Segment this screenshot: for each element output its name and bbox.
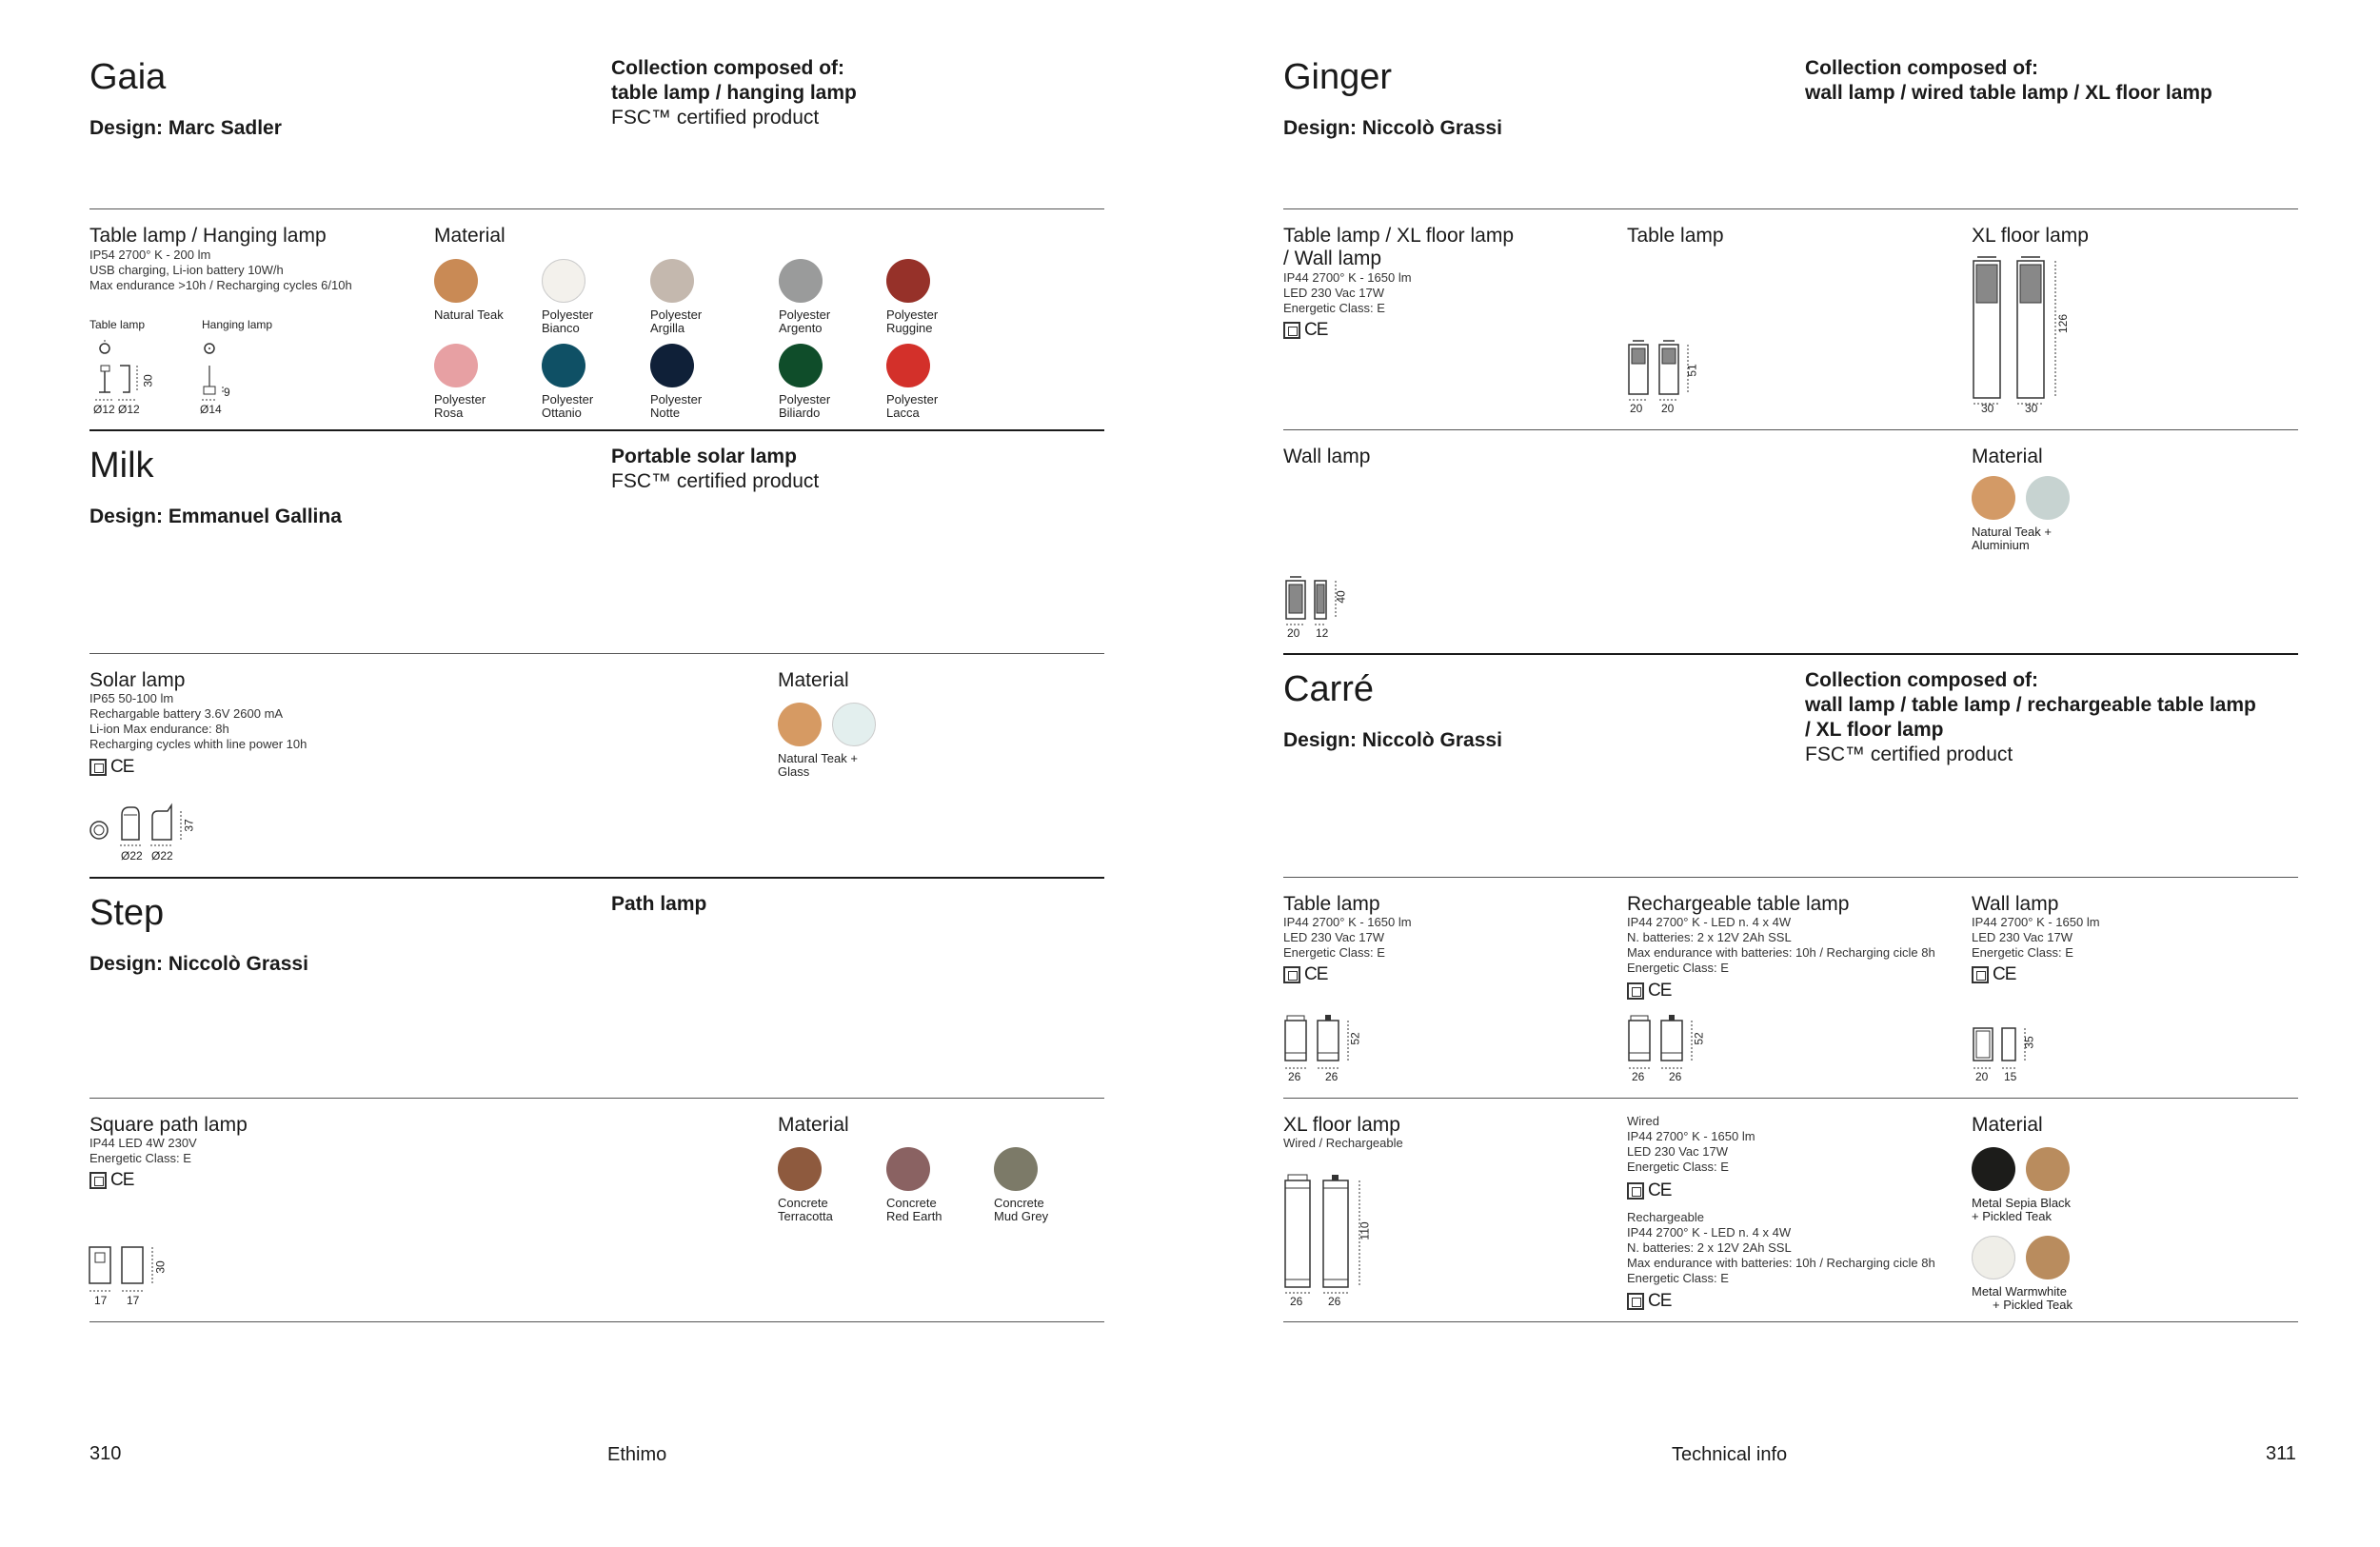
carre-coll-items: wall lamp / table lamp / rechargeable table lamp [1805,694,2256,716]
dim-label: 17 [127,1294,140,1307]
dim-label: 30 [153,1260,168,1274]
material-name [886,393,938,420]
divider [1283,877,2298,878]
milk-block-title: Solar lamp [89,669,186,691]
step-designer: Design: Niccolò Grassi [89,953,308,975]
double-insulation-icon [89,1172,107,1189]
divider [89,653,1104,654]
title-line: / Wall lamp [1283,248,1382,269]
milk-title: Milk [89,446,154,486]
certification-marks [1283,320,1327,341]
material-swatch [779,344,823,387]
dim-label: 26 [1669,1070,1682,1083]
divider [89,429,1104,431]
material-name-line: Lacca [886,406,920,420]
ce-mark: CE [1648,981,1672,1001]
spec-line: LED 230 Vac 17W [1972,930,2073,944]
material-name-line: Polyester [886,307,939,322]
spec-line: IP44 2700° K - 1650 lm [1627,1129,1755,1143]
ce-mark: CE [1304,320,1328,340]
material-swatch [832,703,876,746]
step-block-title: Square path lamp [89,1114,248,1136]
material-swatch [1972,1147,2015,1191]
carre-rech-specs [1627,915,1935,976]
spec-line: IP54 2700° K - 200 lm [89,248,211,262]
material-name-line: Natural Teak + [1972,525,2052,539]
dim-label: 52 [1692,1032,1706,1045]
dim-label: 37 [182,819,196,832]
material-name [1972,526,2052,552]
material-name [650,393,702,420]
double-insulation-icon [1627,982,1644,1000]
divider [1283,208,2298,209]
spec-line: IP44 2700° K - 1650 lm [1283,915,1412,929]
dim-label: 15 [2004,1070,2017,1083]
material-name-line: Rosa [434,406,464,420]
dim-label: 20 [1661,402,1675,415]
material-name-line: Argento [779,321,823,335]
divider [1283,429,2298,430]
ginger-specs [1283,270,1412,316]
material-name-line: Concrete [778,1196,828,1210]
carre-xl-sub: Wired / Rechargeable [1283,1136,1403,1150]
carre-coll-items: / XL floor lamp [1805,719,1944,741]
ce-mark: CE [110,757,134,777]
spec-heading: Rechargeable [1627,1210,1704,1224]
spec-line: IP44 2700° K - LED n. 4 x 4W [1627,1225,1792,1240]
ginger-collection [1805,56,2212,106]
material-name-line: Polyester [779,392,831,407]
material-swatch [886,1147,930,1191]
section-name: Technical info [1672,1444,1788,1465]
ginger-block1-title [1283,225,1514,270]
spec-line: Energetic Class: E [1627,1160,1729,1174]
material-swatch [434,344,478,387]
spec-line: USB charging, Li-ion battery 10W/h [89,263,284,277]
spec-heading: Wired [1627,1114,1659,1128]
material-name-line: Metal Sepia Black [1972,1196,2072,1210]
material-name-line: Mud Grey [994,1209,1049,1223]
material-swatch [779,259,823,303]
spec-line: N. batteries: 2 x 12V 2Ah SSL [1627,930,1792,944]
spec-line: Energetic Class: E [1627,961,1729,975]
material-name [779,393,830,420]
spec-line: Energetic Class: E [89,1151,191,1165]
material-name-line: Polyester [650,307,703,322]
material-name-line: Natural Teak [434,307,504,322]
ce-mark: CE [1648,1180,1672,1200]
carre-xl-drawing [1283,1173,1388,1301]
milk-coll-head: Portable solar lamp [611,446,797,467]
material-swatch [650,344,694,387]
dim-label: 20 [1975,1070,1989,1083]
spec-line: Recharging cycles whith line power 10h [89,737,307,751]
material-name-line: Metal Warmwhite [1972,1284,2067,1299]
material-name [434,393,486,420]
dim-label: 52 [1348,1032,1362,1045]
carre-xl-title: XL floor lamp [1283,1114,1400,1136]
material-name [542,393,593,420]
certification-marks [1972,964,2015,985]
carre-material-label: Material [1972,1114,2043,1136]
dim-label: 40 [1334,590,1348,604]
material-name-line: Polyester [434,392,486,407]
carre-coll-head: Collection composed of: [1805,669,2039,691]
material-name-line: Polyester [779,307,831,322]
material-swatch [778,703,822,746]
carre-wall-title: Wall lamp [1972,893,2059,915]
carre-wired-specs [1627,1114,1755,1175]
material-swatch [434,259,478,303]
gaia-specs [89,248,352,293]
double-insulation-icon [1283,322,1300,339]
dim-label: Ø22 [121,849,143,863]
material-swatch [778,1147,822,1191]
material-name-line: Argilla [650,321,685,335]
material-name-line: + Pickled Teak [1972,1209,2052,1223]
divider [1283,1321,2298,1322]
gaia-coll-cert: FSC™ certified product [611,107,820,129]
spec-line: LED 230 Vac 17W [1283,286,1384,300]
dim-label: 20 [1630,402,1643,415]
material-name-line: Polyester [650,392,703,407]
material-name-line: Notte [650,406,681,420]
material-name-line: + Pickled Teak [1993,1298,2073,1312]
ginger-title: Ginger [1283,57,1393,97]
material-name [1972,1197,2071,1223]
gaia-material-label: Material [434,225,506,247]
carre-rech-drawing [1627,1013,1713,1079]
spec-line: IP44 2700° K - LED n. 4 x 4W [1627,915,1792,929]
spec-line: LED 230 Vac 17W [1283,930,1384,944]
ginger-table-title: Table lamp [1627,225,1724,247]
material-swatch [994,1147,1038,1191]
ce-mark: CE [1304,964,1328,984]
dim-label: Ø22 [151,849,173,863]
page-number-left: 310 [89,1443,122,1464]
milk-designer: Design: Emmanuel Gallina [89,506,342,527]
carre-collection [1805,668,2256,767]
dim-label: 26 [1325,1070,1339,1083]
carre-designer: Design: Niccolò Grassi [1283,729,1502,751]
material-name [1972,1285,2073,1312]
material-name [650,308,702,335]
certification-marks [1627,1180,1671,1201]
dim-label: 26 [1290,1295,1303,1308]
divider [1283,653,2298,655]
title-line: Table lamp / XL floor lamp [1283,225,1515,247]
spec-line: Max endurance >10h / Recharging cycles 6/10h [89,278,352,292]
spec-line: Max endurance with batteries: 10h / Recharging cicle 8h [1627,945,1935,960]
certification-marks [1627,1291,1671,1312]
spec-line: Max endurance with batteries: 10h / Recharging cicle 8h [1627,1256,1935,1270]
ginger-material-label: Material [1972,446,2043,467]
step-material-label: Material [778,1114,849,1136]
material-name-line: Concrete [886,1196,937,1210]
divider [89,208,1104,209]
gaia-designer: Design: Marc Sadler [89,117,282,139]
material-swatch [886,344,930,387]
double-insulation-icon [1627,1182,1644,1200]
gaia-table-label: Table lamp [89,318,146,331]
material-name [886,1197,942,1223]
material-name-line: Aluminium [1972,538,2030,552]
dim-label: 110 [1358,1221,1372,1240]
milk-coll-cert: FSC™ certified product [611,470,820,492]
certification-marks [1627,981,1671,1002]
ginger-xl-title: XL floor lamp [1972,225,2089,247]
page-number-right: 311 [2266,1443,2296,1464]
dim-label: 30 [2025,402,2038,415]
dim-label: Ø14 [200,403,222,416]
spec-line: LED 230 Vac 17W [1627,1144,1728,1159]
carre-coll-cert: FSC™ certified product [1805,744,2013,765]
dim-label: Ø12 [118,403,140,416]
material-name-line: Bianco [542,321,580,335]
spec-line: IP65 50-100 lm [89,691,174,705]
material-swatch [542,259,585,303]
material-name [994,1197,1048,1223]
gaia-hanging-label: Hanging lamp [202,318,273,331]
dim-label: 17 [94,1294,108,1307]
material-name-line: Concrete [994,1196,1044,1210]
carre-title: Carré [1283,669,1375,709]
step-title: Step [89,893,165,933]
certification-marks [89,1170,133,1191]
dim-label: 26 [1632,1070,1645,1083]
dim-label: 20 [1287,626,1300,640]
spec-line: N. batteries: 2 x 12V 2Ah SSL [1627,1240,1792,1255]
brand-name: Ethimo [607,1444,667,1465]
material-name [886,308,938,335]
ginger-xl-drawing [1972,255,2076,412]
spec-line: Rechargable battery 3.6V 2600 mA [89,706,284,721]
gaia-coll-head: Collection composed of: [611,57,845,79]
divider [1283,1098,2298,1099]
material-name [434,308,504,322]
material-swatch [650,259,694,303]
material-swatch [2026,476,2070,520]
carre-table-specs [1283,915,1412,961]
material-name [778,1197,833,1223]
step-collection [611,892,706,917]
carre-table-drawing [1283,1013,1369,1079]
spec-line: Li-ion Max endurance: 8h [89,722,229,736]
spec-line: Energetic Class: E [1283,301,1385,315]
material-name-line: Ottanio [542,406,582,420]
material-name-line: Polyester [542,392,594,407]
double-insulation-icon [1283,966,1300,983]
divider [89,1098,1104,1099]
double-insulation-icon [1972,966,1989,983]
ginger-coll-items: wall lamp / wired table lamp / XL floor lamp [1805,82,2212,104]
material-swatch [2026,1147,2070,1191]
milk-material-label: Material [778,669,849,691]
dim-label: 12 [1316,626,1329,640]
material-swatch [542,344,585,387]
dim-label: 9 [224,386,230,399]
dim-label: 30 [141,374,155,387]
material-name [542,308,593,335]
material-name-line: Polyester [542,307,594,322]
gaia-coll-items: table lamp / hanging lamp [611,82,857,104]
material-name-line: Biliardo [779,406,821,420]
material-name-line: Terracotta [778,1209,833,1223]
spec-line: Energetic Class: E [1283,945,1385,960]
material-swatch [1972,476,2015,520]
dim-label: 26 [1288,1070,1301,1083]
material-swatch [2026,1236,2070,1279]
material-name [779,308,830,335]
gaia-collection [611,56,857,130]
ginger-coll-head: Collection composed of: [1805,57,2039,79]
divider [89,1321,1104,1322]
material-name-line: Red Earth [886,1209,942,1223]
carre-table-title: Table lamp [1283,893,1380,915]
material-name-line: Ruggine [886,321,933,335]
dim-label: 35 [2022,1036,2036,1049]
material-name-line: Natural Teak + [778,751,858,765]
double-insulation-icon [1627,1293,1644,1310]
ce-mark: CE [110,1170,134,1190]
material-swatch [1972,1236,2015,1279]
material-name-line: Polyester [886,392,939,407]
step-coll-head: Path lamp [611,893,707,915]
carre-rech-title: Rechargeable table lamp [1627,893,1850,915]
carre-rech2-specs [1627,1210,1935,1286]
double-insulation-icon [89,759,107,776]
ce-mark: CE [1648,1291,1672,1311]
milk-collection [611,445,819,494]
ce-mark: CE [1993,964,2016,984]
material-name [778,752,858,779]
divider [89,877,1104,879]
gaia-title: Gaia [89,57,167,97]
spec-line: IP44 LED 4W 230V [89,1136,197,1150]
dim-label: 30 [1981,402,1994,415]
dim-label: 26 [1328,1295,1341,1308]
dim-label: Ø12 [93,403,115,416]
certification-marks [1283,964,1327,985]
carre-wall-specs [1972,915,2100,961]
gaia-block-title: Table lamp / Hanging lamp [89,225,327,247]
spec-line: IP44 2700° K - 1650 lm [1283,270,1412,285]
certification-marks [89,757,133,778]
material-name-line: Glass [778,764,810,779]
spec-line: IP44 2700° K - 1650 lm [1972,915,2100,929]
material-swatch [886,259,930,303]
step-specs [89,1136,197,1166]
spec-line: Energetic Class: E [1627,1271,1729,1285]
ginger-wall-title: Wall lamp [1283,446,1371,467]
dim-label: 126 [2056,313,2071,334]
dim-label: 51 [1685,364,1699,377]
milk-specs [89,691,307,752]
ginger-designer: Design: Niccolò Grassi [1283,117,1502,139]
spec-line: Energetic Class: E [1972,945,2073,960]
